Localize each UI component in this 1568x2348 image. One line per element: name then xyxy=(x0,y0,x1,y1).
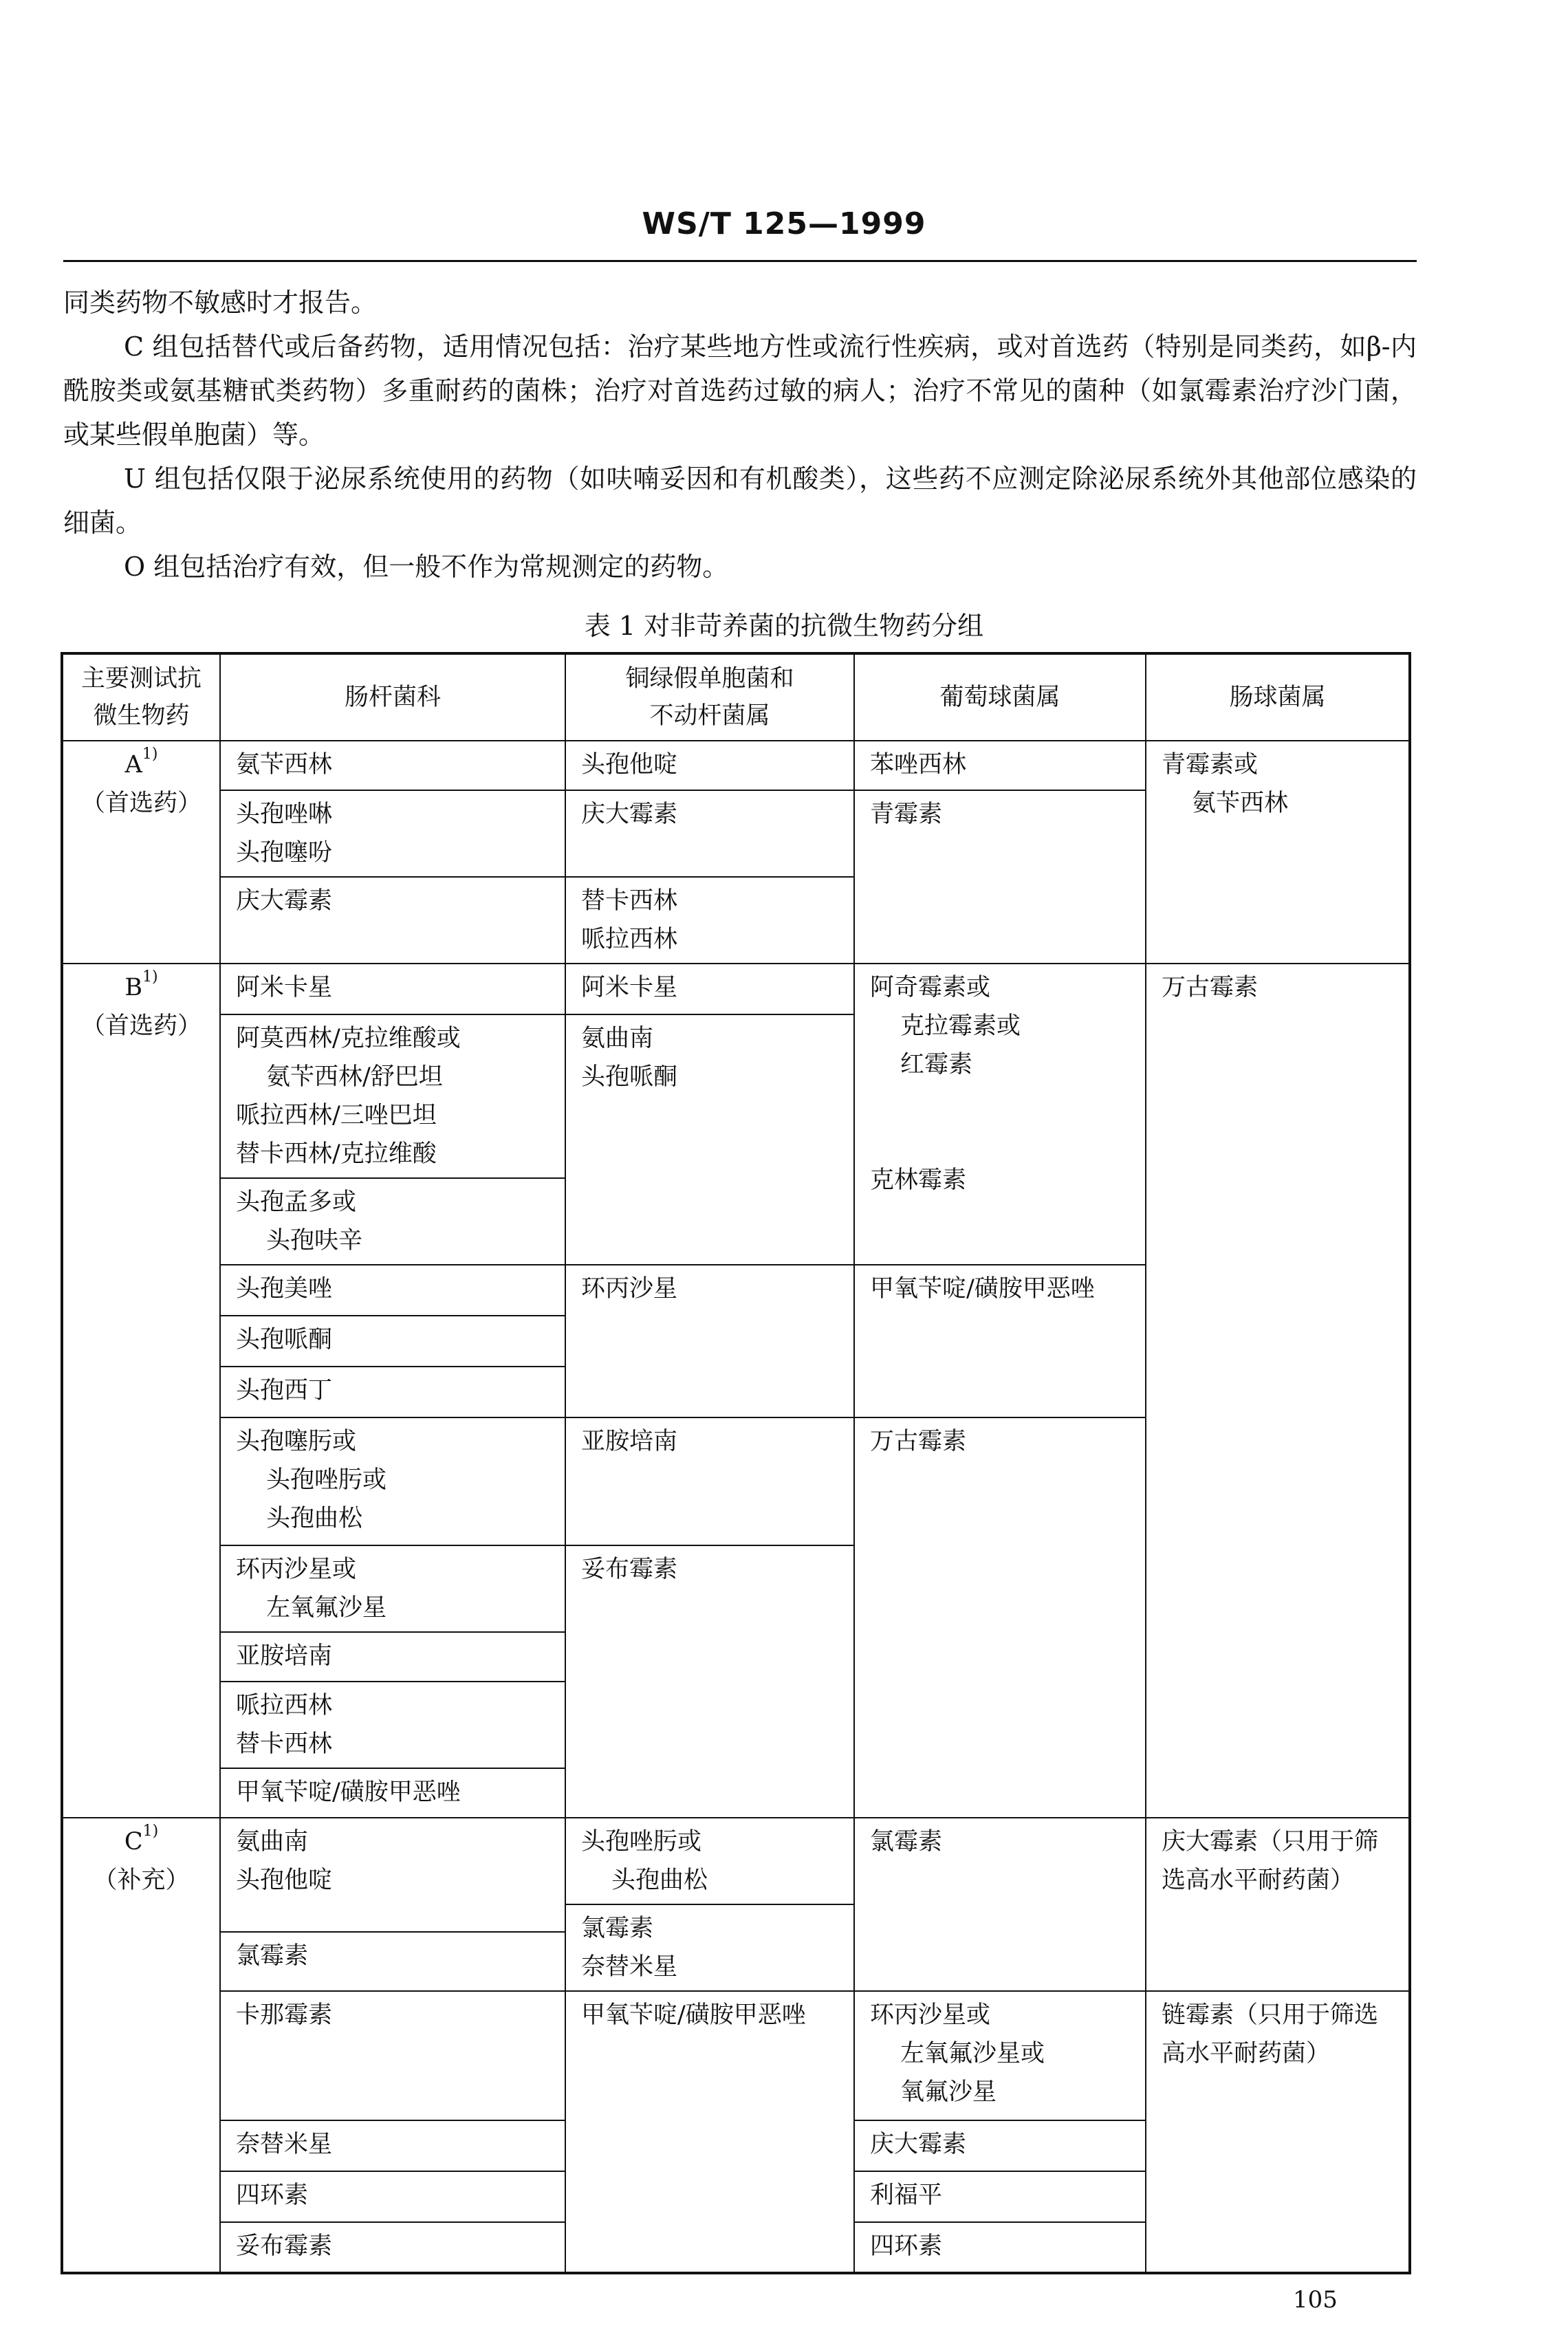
table-cell: 头孢美唑 xyxy=(220,1265,565,1316)
table-cell: 青霉素或 氨苄西林 xyxy=(1146,741,1410,964)
table-cell: 妥布霉素 xyxy=(220,2222,565,2273)
table-header-row xyxy=(62,653,1410,741)
paragraph-group-c: C 组包括替代或后备药物，适用情况包括：治疗某些地方性或流行性疾病，或对首选药（特别是同类药，如β-内酰胺类或氨基糖甙类药物）多重耐药的菌株；治疗对首选药过敏的病人；治疗不常见的菌种（如氯霉素治疗沙门菌，或某些假单胞菌）等。 xyxy=(63,331,1417,450)
table-cell: 头孢他啶 xyxy=(565,741,854,790)
table-row xyxy=(62,1818,1410,1904)
paragraph-continuation: 同类药物不敏感时才报告。 xyxy=(63,287,378,318)
group-a-label: $A^{1)}$ （首选药） xyxy=(62,741,220,964)
table-cell: 替卡西林 哌拉西林 xyxy=(565,877,854,964)
table-cell: 庆大霉素 xyxy=(565,790,854,877)
table-cell: 头孢噻肟或 头孢唑肟或 头孢曲松 xyxy=(220,1417,565,1545)
table-cell: 氯霉素 xyxy=(220,1932,565,1991)
table-cell: 哌拉西林 替卡西林 xyxy=(220,1682,565,1768)
standard-number-header: WS/T 125—1999 xyxy=(642,206,926,241)
table-cell: 苯唑西林 xyxy=(854,741,1146,790)
table-row xyxy=(62,1991,1410,2067)
table-cell: 头孢唑肟或 头孢曲松 xyxy=(565,1818,854,1904)
paragraph-group-o: O 组包括治疗有效，但一般不作为常规测定的药物。 xyxy=(124,552,729,582)
table-cell: 甲氧苄啶/磺胺甲恶唑 xyxy=(220,1768,565,1818)
table-cell: 氨曲南 头孢哌酮 xyxy=(565,1014,854,1265)
table-cell: 四环素 xyxy=(220,2171,565,2222)
header-pseudomonas: 铜绿假单胞菌和 不动杆菌属 xyxy=(565,653,854,741)
table-cell: 亚胺培南 xyxy=(565,1417,854,1545)
table-cell: 环丙沙星或 左氧氟沙星 xyxy=(220,1545,565,1632)
antimicrobial-grouping-table xyxy=(61,652,1411,2274)
page-number: 105 xyxy=(1293,2286,1338,2314)
group-c-label: $C^{1)}$ （补充） xyxy=(62,1818,220,2273)
table-cell: 阿奇霉素或 克拉霉素或 红霉素 克林霉素 xyxy=(854,964,1146,1265)
table-cell: 卡那霉素 xyxy=(220,1991,565,2120)
header-group: 主要测试抗 微生物药 xyxy=(62,653,220,741)
table-cell: 奈替米星 xyxy=(220,2120,565,2171)
header-enterobacteriaceae: 肠杆菌科 xyxy=(220,653,565,741)
header-rule xyxy=(63,260,1417,262)
table-cell: 青霉素 xyxy=(854,790,1146,964)
table-cell: 头孢哌酮 xyxy=(220,1316,565,1367)
table-cell: 环丙沙星 xyxy=(565,1265,854,1417)
table-cell: 庆大霉素 xyxy=(854,2120,1146,2171)
table-cell: 万古霉素 xyxy=(1146,964,1410,1818)
table-cell: 氯霉素 xyxy=(854,1818,1146,1991)
table-row xyxy=(62,964,1410,1014)
table-cell: 甲氧苄啶/磺胺甲恶唑 xyxy=(854,1265,1146,1417)
table-cell: 万古霉素 xyxy=(854,1417,1146,1818)
paragraph-group-u: U 组包括仅限于泌尿系统使用的药物（如呋喃妥因和有机酸类），这些药不应测定除泌尿系统外其他部位感染的细菌。 xyxy=(63,464,1417,538)
table-cell: 阿米卡星 xyxy=(220,964,565,1014)
table-row xyxy=(62,741,1410,790)
table-cell: 氨苄西林 xyxy=(220,741,565,790)
table-cell: 妥布霉素 xyxy=(565,1545,854,1818)
table-cell: 庆大霉素 xyxy=(220,877,565,964)
table-cell: 利福平 xyxy=(854,2171,1146,2222)
table-cell: 阿米卡星 xyxy=(565,964,854,1014)
table-cell: 氨曲南 头孢他啶 xyxy=(220,1818,565,1932)
header-enterococcus: 肠球菌属 xyxy=(1146,653,1410,741)
group-b-label: $B^{1)}$ （首选药） xyxy=(62,964,220,1818)
table-cell: 头孢西丁 xyxy=(220,1367,565,1417)
table-cell: 头孢孟多或 头孢呋辛 xyxy=(220,1178,565,1265)
table-cell: 亚胺培南 xyxy=(220,1632,565,1682)
table-cell: 氯霉素 奈替米星 xyxy=(565,1904,854,1991)
table-cell: 环丙沙星或 左氧氟沙星或 氧氟沙星 xyxy=(854,1991,1146,2120)
table-cell: 头孢唑啉 头孢噻吩 xyxy=(220,790,565,877)
table-cell: 庆大霉素（只用于筛 选高水平耐药菌） xyxy=(1146,1818,1410,1991)
table-cell: 四环素 xyxy=(854,2222,1146,2273)
header-staphylococcus: 葡萄球菌属 xyxy=(854,653,1146,741)
table-cell: 链霉素（只用于筛选 高水平耐药菌） xyxy=(1146,1991,1410,2273)
table-caption: 表 1 对非苛养菌的抗微生物药分组 xyxy=(584,611,984,641)
table-cell: 甲氧苄啶/磺胺甲恶唑 xyxy=(565,1991,854,2273)
table-cell: 阿莫西林/克拉维酸或 氨苄西林/舒巴坦 哌拉西林/三唑巴坦 替卡西林/克拉维酸 xyxy=(220,1014,565,1178)
